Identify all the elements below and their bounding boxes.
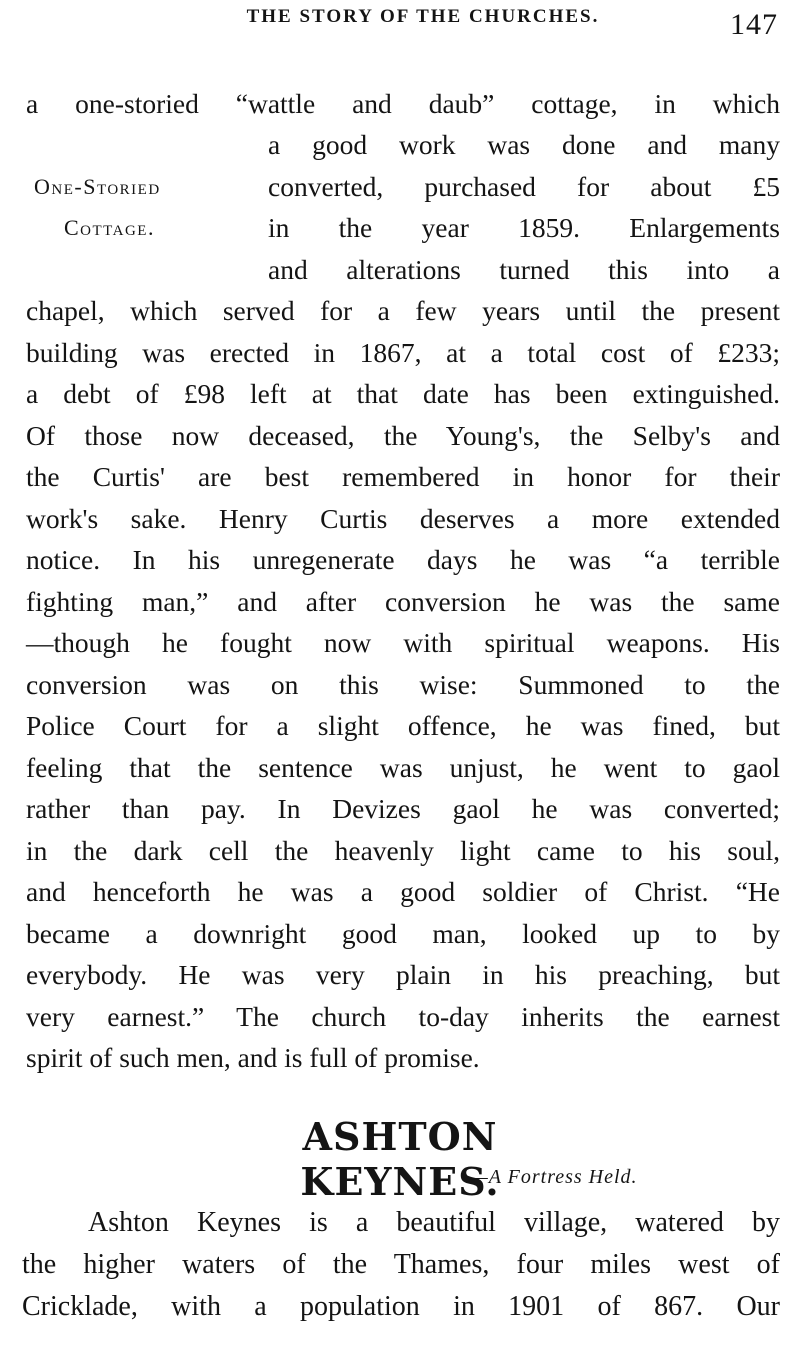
text-line: work's sake. Henry Curtis deserves a more extended xyxy=(26,503,780,534)
text-line: became a downright good man, looked up to by xyxy=(26,918,780,949)
section-heading: ASHTON KEYNES. xyxy=(300,1114,500,1204)
text-line: building was erected in 1867, at a total cost of £233; xyxy=(26,337,780,368)
sidenote-line-2: Cottage. xyxy=(64,215,155,240)
text-line: a one-storied “wattle and daub” cottage, in which xyxy=(26,88,780,119)
text-line: and alterations turned this into a xyxy=(268,254,780,285)
text-line: Of those now deceased, the Young's, the Selby's and xyxy=(26,420,780,451)
text-line: everybody. He was very plain in his preaching, but xyxy=(26,959,780,990)
text-line: the higher waters of the Thames, four miles west of xyxy=(22,1249,780,1280)
running-title: THE STORY OF THE CHURCHES. xyxy=(246,6,600,27)
text-line: Police Court for a slight offence, he was fined, but xyxy=(26,710,780,741)
text-line: in the year 1859. Enlargements xyxy=(268,212,780,243)
text-line: notice. In his unregenerate days he was “a terrible xyxy=(26,544,780,575)
text-line: Ashton Keynes is a beautiful village, watered by xyxy=(88,1207,780,1238)
sidenote-line-1: One-Storied xyxy=(34,174,161,199)
page-number: 147 xyxy=(730,8,778,41)
text-line: Cricklade, with a population in 1901 of 867. Our xyxy=(22,1291,780,1322)
text-line: in the dark cell the heavenly light came to his soul, xyxy=(26,835,780,866)
text-line: —though he fought now with spiritual weapons. His xyxy=(26,627,780,658)
text-line: a debt of £98 left at that date has been extinguished. xyxy=(26,378,780,409)
section-subtitle: —A Fortress Held. xyxy=(470,1166,638,1188)
text-line: and henceforth he was a good soldier of Christ. “He xyxy=(26,876,780,907)
text-line: feeling that the sentence was unjust, he went to gaol xyxy=(26,752,780,783)
text-line: the Curtis' are best remembered in honor for their xyxy=(26,461,780,492)
text-line: a good work was done and many xyxy=(268,129,780,160)
text-line: fighting man,” and after conversion he was the same xyxy=(26,586,780,617)
text-line: chapel, which served for a few years until the present xyxy=(26,295,780,326)
text-line: conversion was on this wise: Summoned to the xyxy=(26,669,780,700)
text-line: rather than pay. In Devizes gaol he was converted; xyxy=(26,793,780,824)
text-line: spirit of such men, and is full of promise. xyxy=(26,1042,480,1073)
text-line: converted, purchased for about £5 xyxy=(268,171,780,202)
text-line: very earnest.” The church to-day inherits the earnest xyxy=(26,1001,780,1032)
